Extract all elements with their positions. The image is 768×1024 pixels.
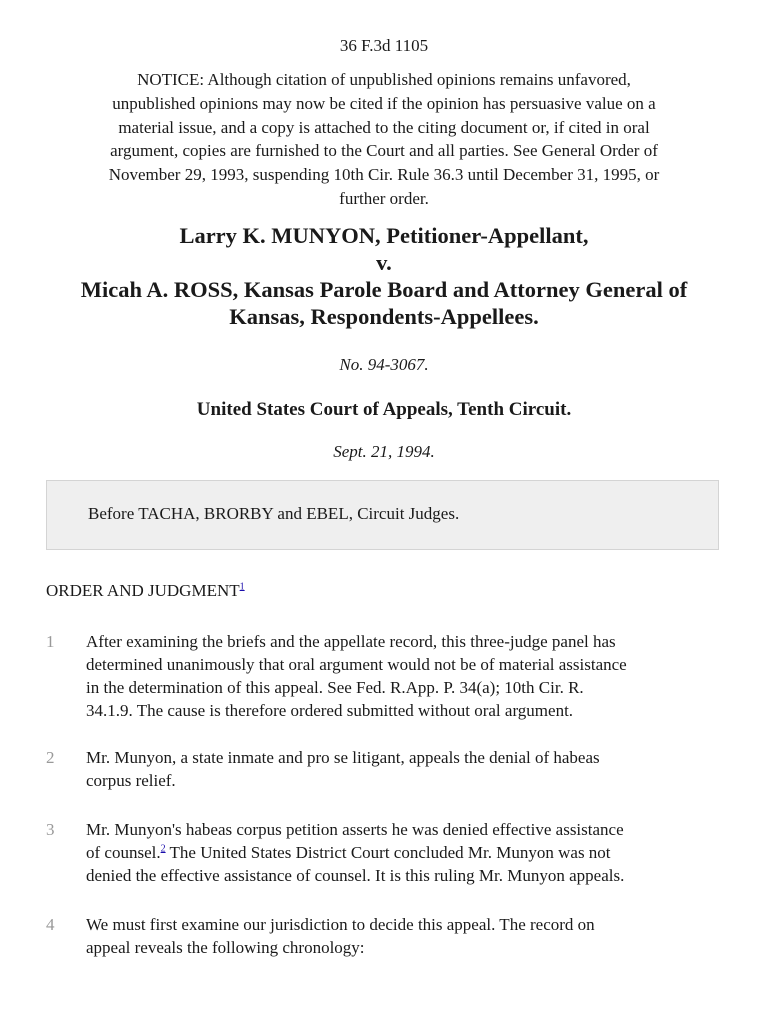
docket-number: No. 94-3067. (339, 355, 429, 374)
paragraph-line: After examining the briefs and the appellate record, this three-judge panel has (86, 632, 616, 651)
order-heading (46, 579, 245, 602)
paragraph-line: 34.1.9. The cause is therefore ordered submitted without oral argument. (86, 701, 574, 720)
order-heading-text: ORDER AND JUDGMENT (46, 581, 240, 600)
panel-box (46, 480, 719, 550)
paragraph-line: Mr. Munyon's habeas corpus petition asserts he was denied effective assistance (86, 820, 624, 839)
footnote-link-1[interactable]: 1 (239, 581, 245, 593)
versus: v. (376, 250, 392, 275)
case-citation: 36 F.3d 1105 (339, 36, 429, 55)
court-name: United States Court of Appeals, Tenth Circuit. (196, 399, 572, 420)
notice-line: November 29, 1993, suspending 10th Cir. Rule 36.3 until December 31, 1995, or (108, 165, 660, 185)
footnote-link-2[interactable]: 2 (160, 843, 166, 855)
paragraph-number: 4 (46, 915, 55, 934)
paragraph-line: in the determination of this appeal. See Fed. R.App. P. 34(a); 10th Cir. R. (86, 678, 584, 697)
case-caption (30, 222, 738, 330)
paragraph-segment: of counsel. (86, 843, 161, 862)
paragraph-number: 3 (46, 820, 55, 839)
paragraph-line: corpus relief. (86, 771, 176, 790)
paragraph-number: 1 (46, 632, 55, 651)
paragraph-line: determined unanimously that oral argument would not be of material assistance (86, 655, 627, 674)
petitioner-name: Larry K. MUNYON, Petitioner-Appellant, (179, 223, 589, 248)
unpublished-notice (50, 68, 718, 211)
paragraph-text (86, 746, 726, 792)
paragraph-line: denied the effective assistance of counsel. It is this ruling Mr. Munyon appeals. (86, 866, 625, 885)
paragraph-segment: The United States District Court concluded Mr. Munyon was not (165, 843, 611, 862)
paragraph-text (86, 818, 726, 887)
paragraph-text (86, 913, 726, 959)
decision-date: Sept. 21, 1994. (333, 442, 435, 461)
notice-line: material issue, and a copy is attached to the citing document or, if cited in oral (118, 117, 650, 137)
paragraph-text (86, 630, 726, 722)
respondents-line: Kansas, Respondents-Appellees. (229, 304, 539, 329)
notice-line: argument, copies are furnished to the Court and all parties. See General Order of (110, 141, 658, 161)
panel-judges: Before TACHA, BRORBY and EBEL, Circuit Judges. (88, 504, 460, 523)
notice-line: NOTICE: Although citation of unpublished opinions remains unfavored, (137, 70, 631, 89)
notice-line: further order. (339, 188, 429, 208)
paragraph-number: 2 (46, 748, 55, 767)
respondents-line: Micah A. ROSS, Kansas Parole Board and Attorney General of (80, 277, 688, 302)
paragraph-line: We must first examine our jurisdiction to decide this appeal. The record on (86, 915, 595, 934)
notice-line: unpublished opinions may now be cited if the opinion has persuasive value on a (112, 93, 656, 113)
paragraph-line: Mr. Munyon, a state inmate and pro se litigant, appeals the denial of habeas (86, 748, 600, 767)
paragraph-line: appeal reveals the following chronology: (86, 938, 365, 957)
paragraph-line (86, 841, 726, 864)
